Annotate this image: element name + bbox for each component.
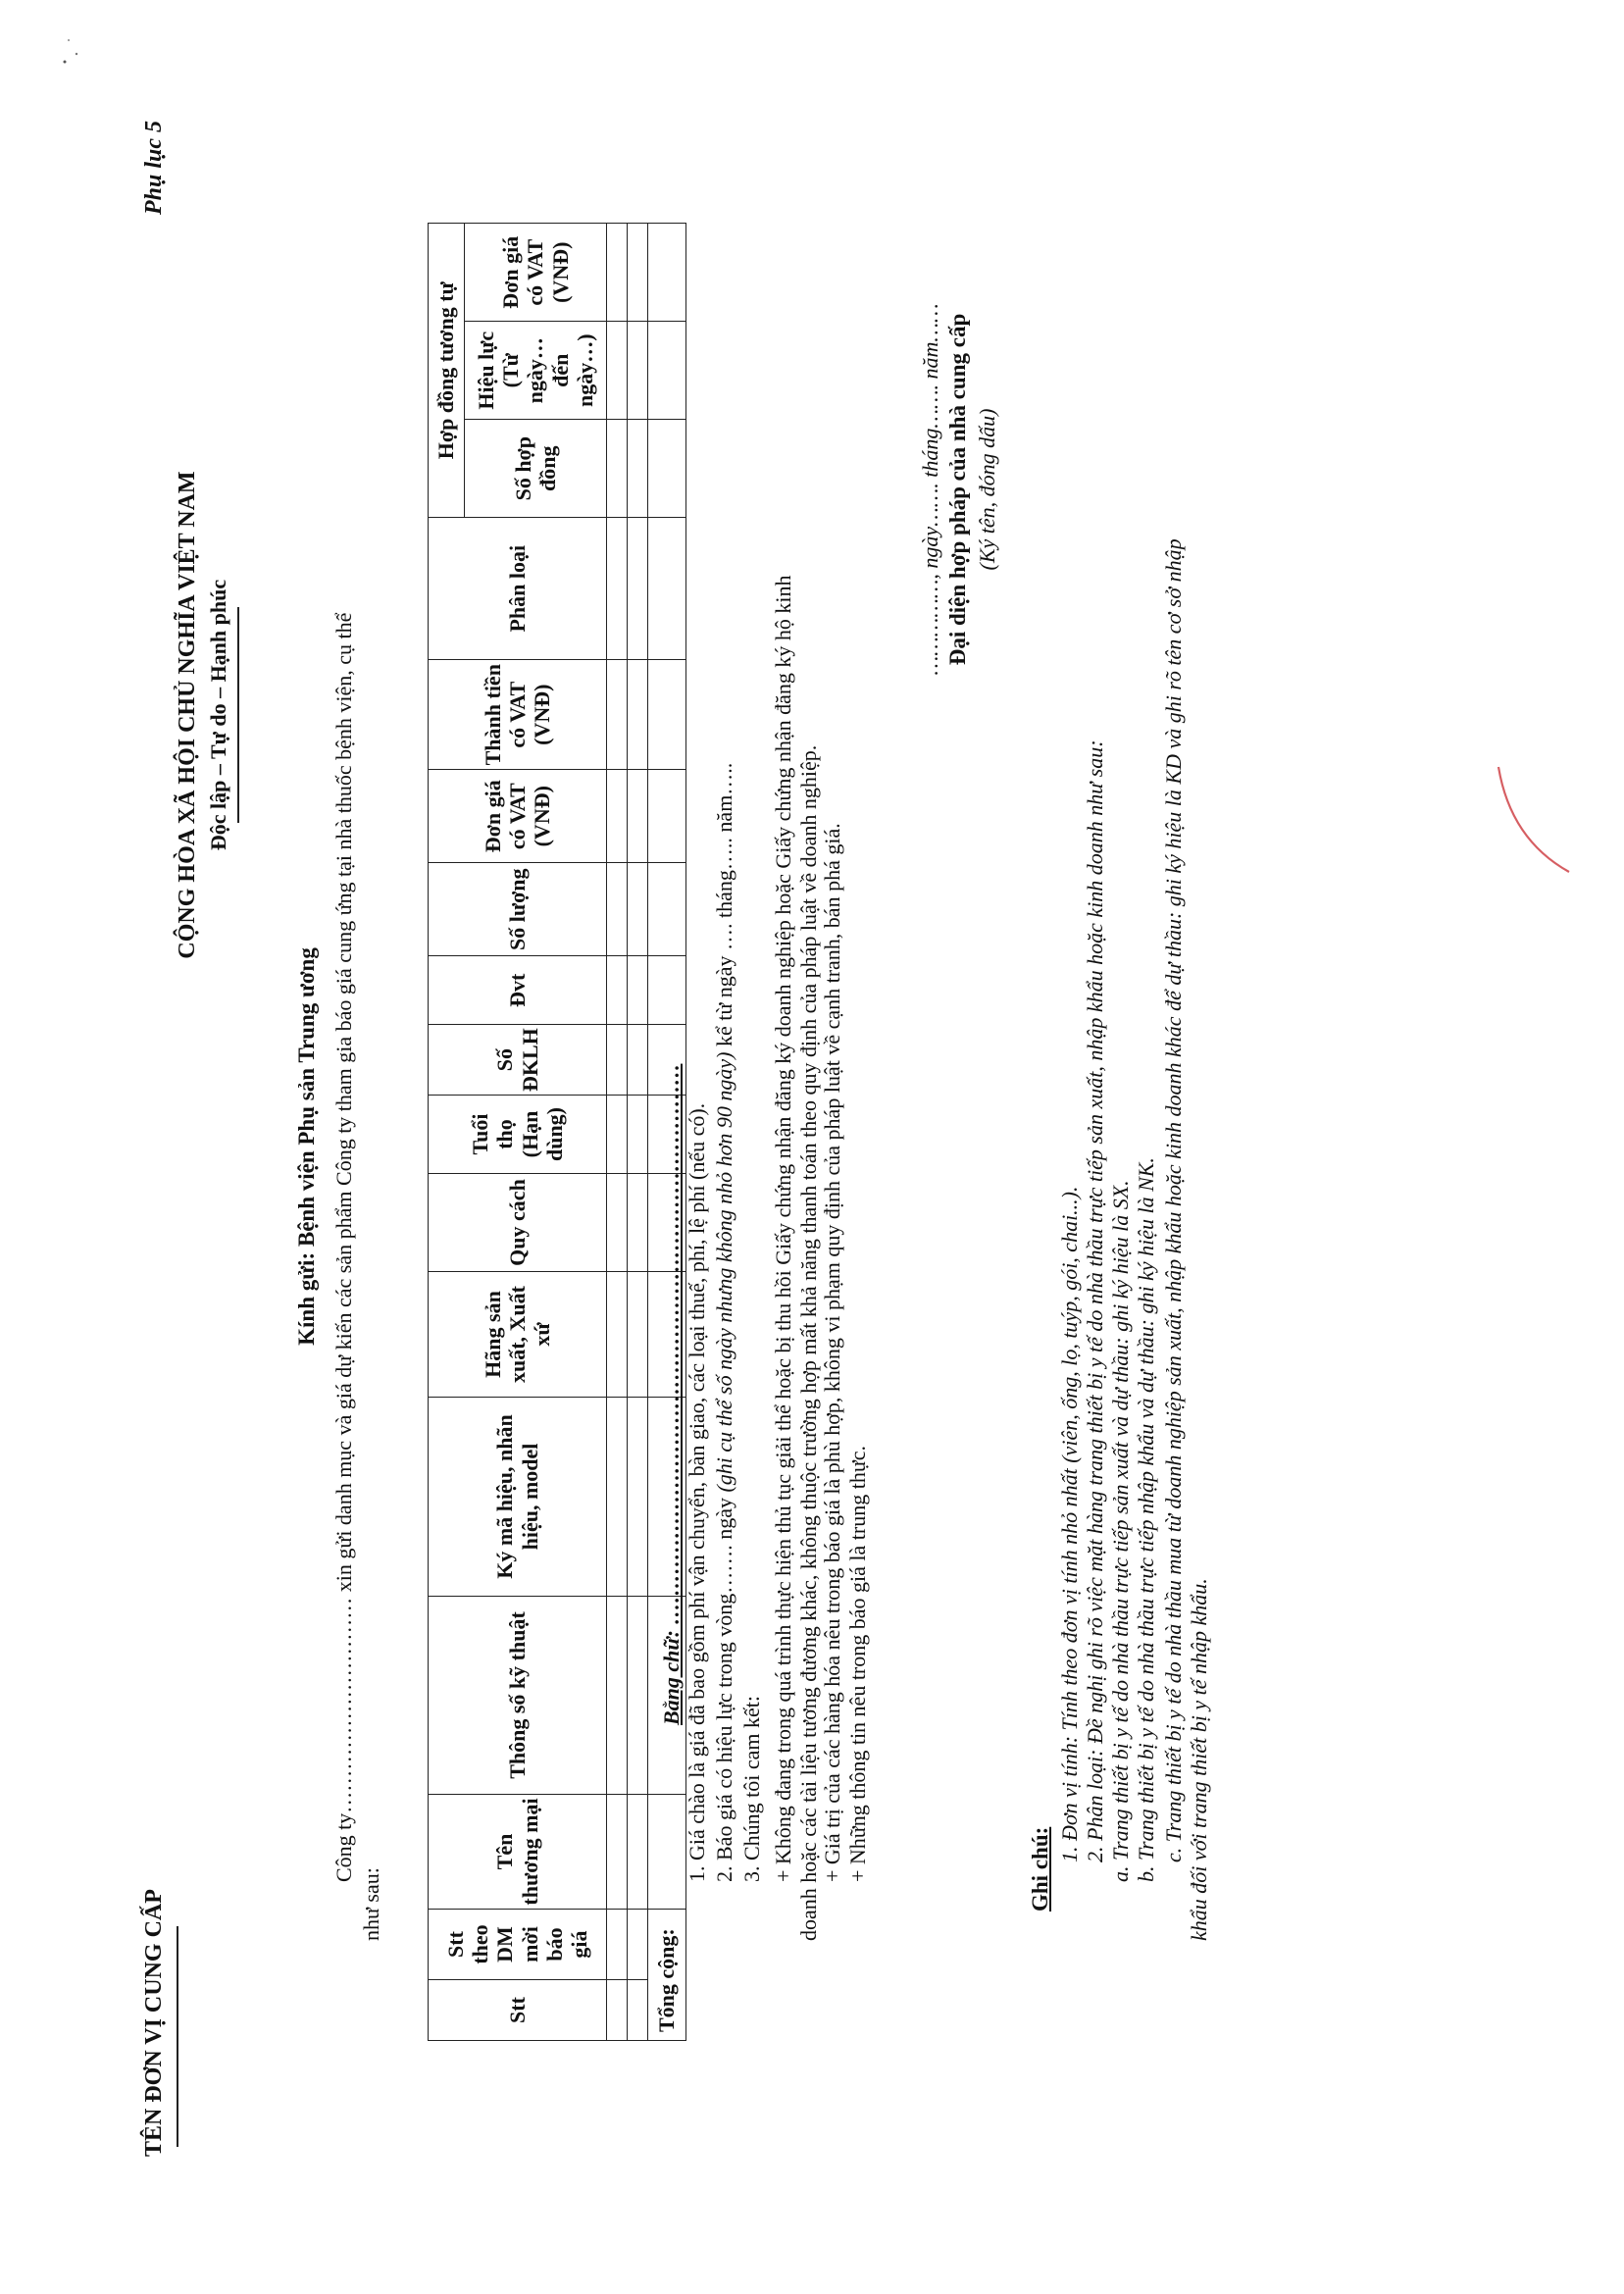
signature-title: Đại diện hợp pháp của nhà cung cấp [945, 313, 970, 666]
term-3: 3. Chúng tôi cam kết: [739, 1695, 764, 1882]
supplier-name: TÊN ĐƠN VỊ CUNG CẤP [141, 1889, 167, 2157]
note-a: a. Trang thiết bị y tế do nhà thầu trực tiếp sản xuất và dự thầu: ghi ký hiệu là SX. [1108, 1180, 1133, 1882]
table-row [628, 224, 648, 2041]
motto-underline [237, 607, 239, 823]
intro-line-1: Công ty………………………… xin gửi danh mục và giá dự kiến các sản phẩm Công ty tham gia báo giá cung ứng tại nhà thuốc bệnh viện, cụ thể [331, 612, 356, 1882]
words-label: Bằng chữ: …………………………………………………………………… [659, 1063, 684, 1725]
th-so-dklh: Số ĐKLH [429, 1025, 607, 1096]
th-phan-loai: Phân loại [429, 518, 607, 660]
term-1: 1. Giá chào là giá đã bao gồm phí vận chuyển, bàn giao, các loại thuế, phí, lệ phí (nếu có). [685, 1102, 709, 1882]
th-don-gia: Đơn giá có VAT (VNĐ) [429, 770, 607, 863]
th-so-luong: Số lượng [429, 863, 607, 956]
th-thong-so: Thông số kỹ thuật [429, 1597, 607, 1795]
th-tuoi-tho: Tuổi thọ (Hạn dùng) [429, 1096, 607, 1174]
recipient: Kính gửi: Bệnh viện Phụ sản Trung ương [294, 947, 319, 1346]
signature-note: (Ký tên, đóng dấu) [975, 408, 999, 571]
th-quy-cach: Quy cách [429, 1174, 607, 1272]
th-stt-dm: Stt theo DM mời báo giá [429, 1910, 607, 1980]
th-so-hop-dong: Số hợp đồng [465, 420, 607, 518]
th-thanh-tien: Thành tiền có VAT (VNĐ) [429, 660, 607, 770]
country-title: CỘNG HÒA XÃ HỘI CHỦ NGHĨA VIỆT NAM [175, 471, 200, 959]
table-row [607, 224, 628, 2041]
th-dvt: Đvt [429, 956, 607, 1025]
signature-date: ……………, ngày……. tháng……. năm…… [918, 303, 942, 676]
term-2-c: kể từ ngày …. tháng….. năm….. [712, 762, 736, 1047]
term-3-b: + Giá trị của các hàng hóa nêu trong báo giá là phù hợp, không vi phạm quy định của pháp luật về cạnh tranh, bán phá giá. [820, 823, 844, 1882]
term-2-a: 2. Báo giá có hiệu lực trong vòng……. ngày [712, 1498, 736, 1882]
term-3-c: + Những thông tin nêu trong báo giá là trung thực. [845, 1445, 870, 1882]
note-c: c. Trang thiết bị y tế do nhà thầu mua từ doanh nghiệp sản xuất, nhập khẩu hoặc kinh doanh khác để dự thầu: ghi ký hiệu là KD và ghi rõ tên cơ sở nhập [1161, 538, 1186, 1862]
scan-speck-icon [59, 28, 88, 68]
total-label: Tổng cộng: [648, 1910, 686, 2041]
motto: Độc lập – Tự do – Hạnh phúc [206, 579, 230, 851]
th-ten-thuong-mai: Tên thương mại [429, 1795, 607, 1910]
quotation-table [428, 223, 686, 2041]
term-3-a: + Không đang trong quá trình thực hiện thủ tục giải thể hoặc bị thu hồi Giấy chứng nhận đăng ký doanh nghiệp hoặc Giấy chứng nhận đăng ký hộ kinh [771, 575, 795, 1882]
th-hieu-luc: Hiệu lực (Từ ngày… đến ngày…) [465, 322, 607, 420]
intro-line-2: như sau: [359, 1867, 383, 1941]
note-1: 1. Đơn vị tính: Tính theo đơn vị tính nhỏ nhất (viên, ống, lọ, tuýp, gói, chai...). [1057, 1186, 1082, 1862]
th-hop-dong: Hợp đồng tương tự [429, 224, 465, 518]
note-c-cont: khẩu đối với trang thiết bị y tế nhập khẩu. [1187, 1578, 1211, 1941]
term-2-b: (ghi cụ thể số ngày nhưng không nhỏ hơn 90 ngày) [712, 1051, 736, 1493]
term-2 [712, 763, 737, 1882]
stamp-mark-icon [1491, 759, 1579, 877]
th-hang-sx: Hãng sản xuất, Xuất xứ [429, 1272, 607, 1398]
th-don-gia-hd: Đơn giá có VAT (VNĐ) [465, 224, 607, 322]
appendix-label: Phụ lục 5 [141, 120, 167, 215]
th-ky-ma-hieu: Ký mã hiệu, nhãn hiệu, model [429, 1398, 607, 1597]
notes-heading: Ghi chú: [1028, 1826, 1052, 1912]
th-stt: Stt [429, 1980, 607, 2041]
term-3-a-cont: doanh hoặc các tài liệu tương đương khác, không thuộc trường hợp mất khả năng thanh toán theo quy định của pháp luật về doanh nghiệp. [796, 744, 821, 1941]
supplier-underline [177, 1926, 178, 2147]
table-header-row-1 [429, 224, 465, 2041]
note-b: b. Trang thiết bị y tế do nhà thầu trực tiếp nhập khẩu và dự thầu: ghi ký hiệu là NK. [1134, 1157, 1158, 1882]
note-2: 2. Phân loại: Đề nghị ghi rõ việc mặt hàng trang thiết bị y tế do nhà thầu trực tiếp sản xuất, nhập khẩu hoặc kinh doanh như sau: [1083, 739, 1107, 1862]
